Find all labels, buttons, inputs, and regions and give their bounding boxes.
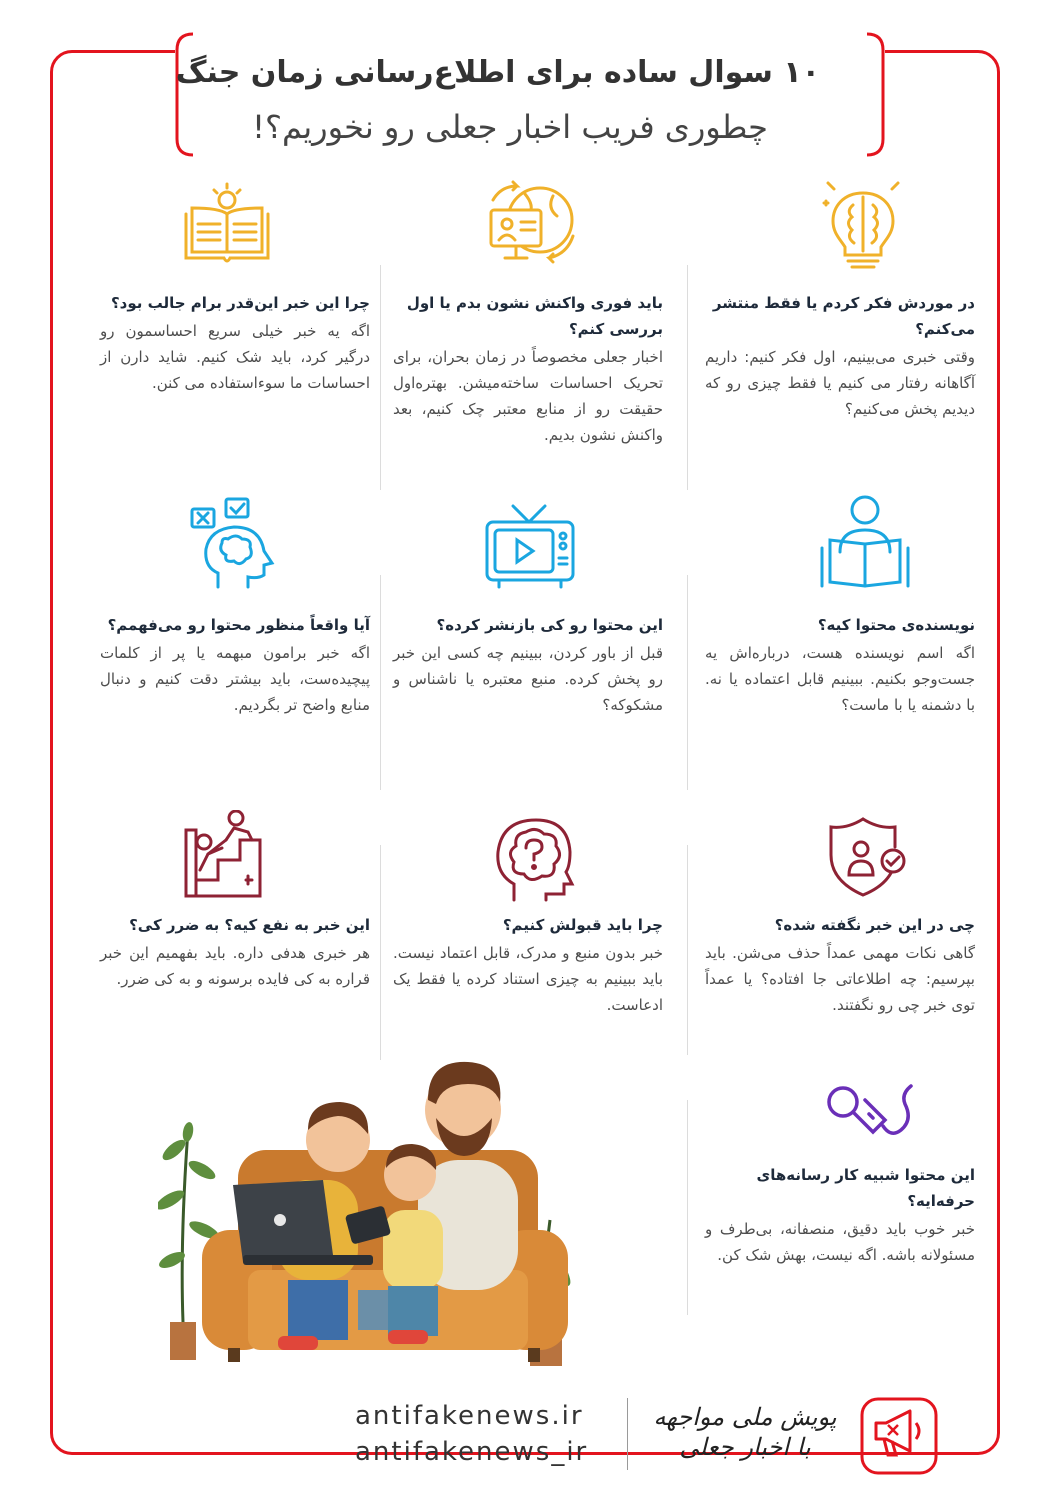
- question-answer: خبر بدون منبع و مدرک، قابل اعتماد نیست. باید ببینیم به چیزی استناد کرده یا فقط یک ادعاست.: [393, 944, 663, 1014]
- question-title: در موردش فکر کردم یا فقط منتشر می‌کنم؟: [712, 294, 975, 338]
- question-title: این محتوا شبیه کار رسانه‌های حرفه‌ایه؟: [756, 1166, 975, 1210]
- question-block-10: [705, 1162, 975, 1268]
- question-block-9: [100, 912, 370, 992]
- question-answer: قبل از باور کردن، ببینیم چه کسی این خبر رو پخش کرده. منبع معتبره یا ناشناس و مشکوکه؟: [393, 644, 663, 714]
- footer-handle[interactable]: antifakenews_ir: [355, 1437, 589, 1467]
- question-block-7: [705, 912, 975, 1018]
- question-answer: اگه یه خبر خیلی سریع احساسمون رو درگیر کرد، باید شک کنیم. شاید دارن از احساسات ما سوءاستفاده می کنن.: [100, 322, 370, 392]
- open-book-bulb-icon: [180, 180, 275, 270]
- people-climbing-icon: [182, 810, 277, 900]
- question-title: آیا واقعاً منظور محتوا رو می‌فهمم؟: [107, 616, 370, 634]
- column-divider: [687, 575, 688, 790]
- column-divider: [380, 265, 381, 490]
- brand-wordmark: [645, 1402, 845, 1472]
- question-answer: اگه خبر برامون مبهمه یا پر از کلمات پیچیده‌ست، باید بیشتر دقت کنیم و دنبال منابع واضح تر بگردیم.: [100, 644, 370, 714]
- column-divider: [687, 265, 688, 490]
- shield-person-check-icon: [825, 815, 915, 900]
- column-divider: [687, 845, 688, 1055]
- global-screen-icon: [485, 180, 580, 270]
- question-answer: خبر خوب باید دقیق، منصفانه، بی‌طرف و مسئولانه باشه. اگه نیست، بهش شک کن.: [705, 1220, 975, 1264]
- brand-line-2: با اخبار جعلی: [679, 1433, 811, 1461]
- question-title: چی در این خبر نگفته شده؟: [774, 916, 975, 934]
- column-divider: [687, 1100, 688, 1315]
- megaphone-logo-icon: [858, 1395, 940, 1477]
- microphone-icon: [825, 1080, 915, 1150]
- question-answer: اگه اسم نویسنده هست، درباره‌اش یه جست‌وجو بکنیم. ببینیم قابل اعتماده یا نه. با دشمنه یا با ماست؟: [705, 644, 975, 714]
- family-on-sofa-illustration: [158, 1040, 598, 1380]
- question-title: چرا این خبر این‌قدر برام جالب بود؟: [110, 294, 370, 312]
- page-title: ۱۰ سوال ساده برای اطلاع‌رسانی زمان جنگ: [175, 55, 820, 90]
- question-block-4: [705, 612, 975, 718]
- question-title: باید فوری واکنش نشون بدم یا اول بررسی کنم؟: [406, 294, 663, 338]
- column-divider: [380, 845, 381, 1060]
- question-block-2: [393, 290, 663, 448]
- person-reading-icon: [820, 490, 910, 590]
- question-block-6: [100, 612, 370, 718]
- question-block-3: [100, 290, 370, 396]
- question-answer: اخبار جعلی مخصوصاً در زمان بحران، برای تحریک احساسات ساخته‌میشن. بهتره‌اول حقیقت رو از منابع معتبر چک کنیم، بعد واکنش نشون بدیم.: [393, 348, 663, 444]
- question-title: چرا باید قبولش کنیم؟: [502, 916, 663, 934]
- question-answer: هر خبری هدفی داره. باید بفهمیم این خبر قراره به کی فایده برسونه و به کی ضرر.: [100, 944, 370, 988]
- head-question-icon: [490, 812, 575, 902]
- question-title: نویسنده‌ی محتوا کیه؟: [817, 616, 975, 634]
- question-block-5: [393, 612, 663, 718]
- question-answer: گاهی نکات مهمی عمداً حذف می‌شن. باید بپرسیم: چه اطلاعاتی جا افتاده؟ یا عمداً توی خبر چی رو نگفتند.: [705, 944, 975, 1014]
- column-divider: [380, 575, 381, 790]
- plant-pot-left: [170, 1322, 196, 1360]
- footer-separator: [627, 1398, 628, 1470]
- brain-bulb-icon: [818, 175, 908, 270]
- question-block-8: [393, 912, 663, 1018]
- question-block-1: [705, 290, 975, 422]
- tv-play-icon: [483, 500, 578, 590]
- question-title: این محتوا رو کی بازنشر کرده؟: [436, 616, 663, 634]
- question-title: این خبر به نفع کیه؟ به ضرر کی؟: [129, 916, 370, 934]
- footer-website[interactable]: antifakenews.ir: [355, 1401, 584, 1431]
- page-subtitle: چطوری فریب اخبار جعلی رو نخوریم؟!: [252, 108, 768, 146]
- question-answer: وقتی خبری می‌بینیم، اول فکر کنیم: داریم آگاهانه رفتار می کنیم یا فقط چیزی رو که دیدیم پخش می‌کنیم؟: [705, 348, 975, 418]
- head-brain-check-icon: [188, 497, 278, 592]
- brand-line-1: پویش ملی مواجهه: [653, 1403, 837, 1431]
